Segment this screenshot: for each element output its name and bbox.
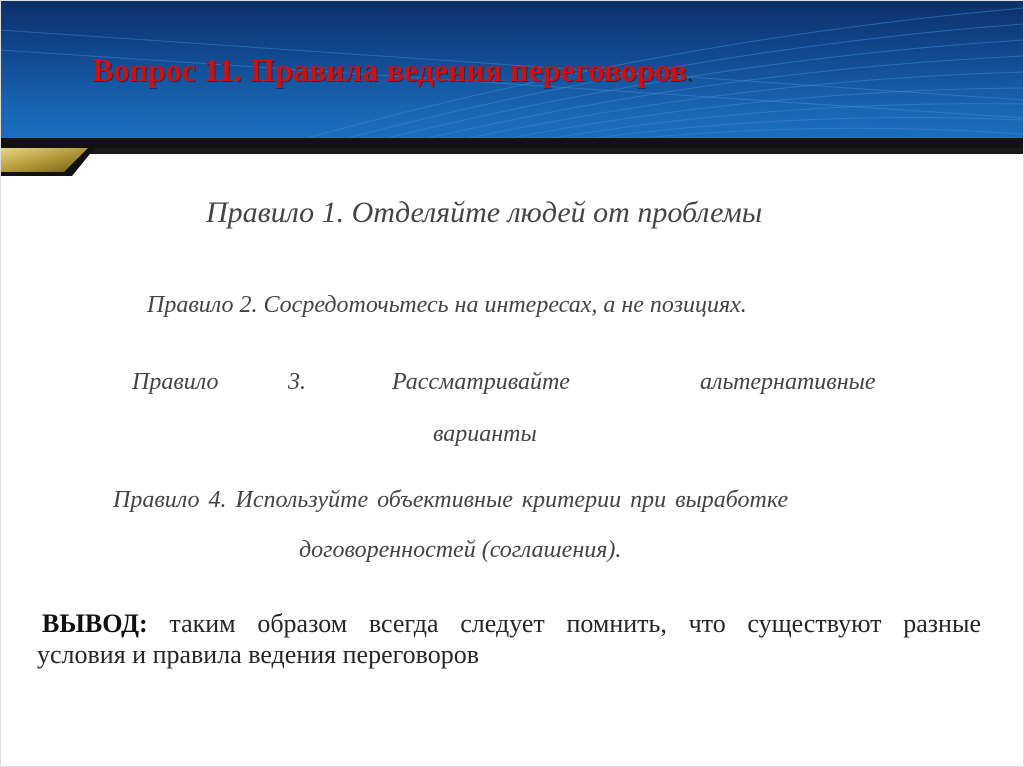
conclusion-word: образом: [257, 609, 348, 638]
conclusion-label: ВЫВОД:: [42, 609, 148, 638]
rule-3-word-3: Рассматривайте: [392, 369, 570, 395]
rule-3-continuation: варианты: [433, 421, 537, 447]
rule-3-word-4: альтернативные: [700, 369, 876, 395]
slide-title-dot: .: [686, 61, 693, 86]
rule-3-word-2: 3.: [288, 369, 306, 395]
slide-title-text: Вопрос 11. Правила ведения переговоров: [92, 52, 687, 88]
conclusion-word: всегда: [368, 609, 439, 638]
conclusion: [37, 608, 981, 670]
gold-accent-tab: [0, 138, 110, 188]
rule-4-continuation: договоренностей (соглашения).: [299, 537, 622, 563]
rule-2: Правило 2. Сосредоточьтесь на интересах, а не позициях.: [147, 292, 747, 318]
rule-1: Правило 1. Отделяйте людей от проблемы: [206, 196, 763, 229]
conclusion-word: что: [688, 609, 726, 638]
header-divider-bar: [0, 138, 1024, 148]
conclusion-word: разные: [903, 609, 981, 638]
conclusion-word: помнить,: [566, 609, 667, 638]
slide-title: [92, 52, 692, 89]
rule-3-word-1: Правило: [132, 369, 219, 395]
conclusion-word: таким: [169, 609, 236, 638]
rule-4: Правило 4. Используйте объективные критерии при выработке: [113, 487, 789, 513]
header-divider-shadow: [70, 148, 1024, 154]
conclusion-line-1: [37, 608, 981, 639]
header-banner: [0, 0, 1024, 140]
conclusion-line-2: условия и правила ведения переговоров: [37, 640, 479, 669]
conclusion-word: существуют: [747, 609, 882, 638]
conclusion-word: следует: [460, 609, 545, 638]
